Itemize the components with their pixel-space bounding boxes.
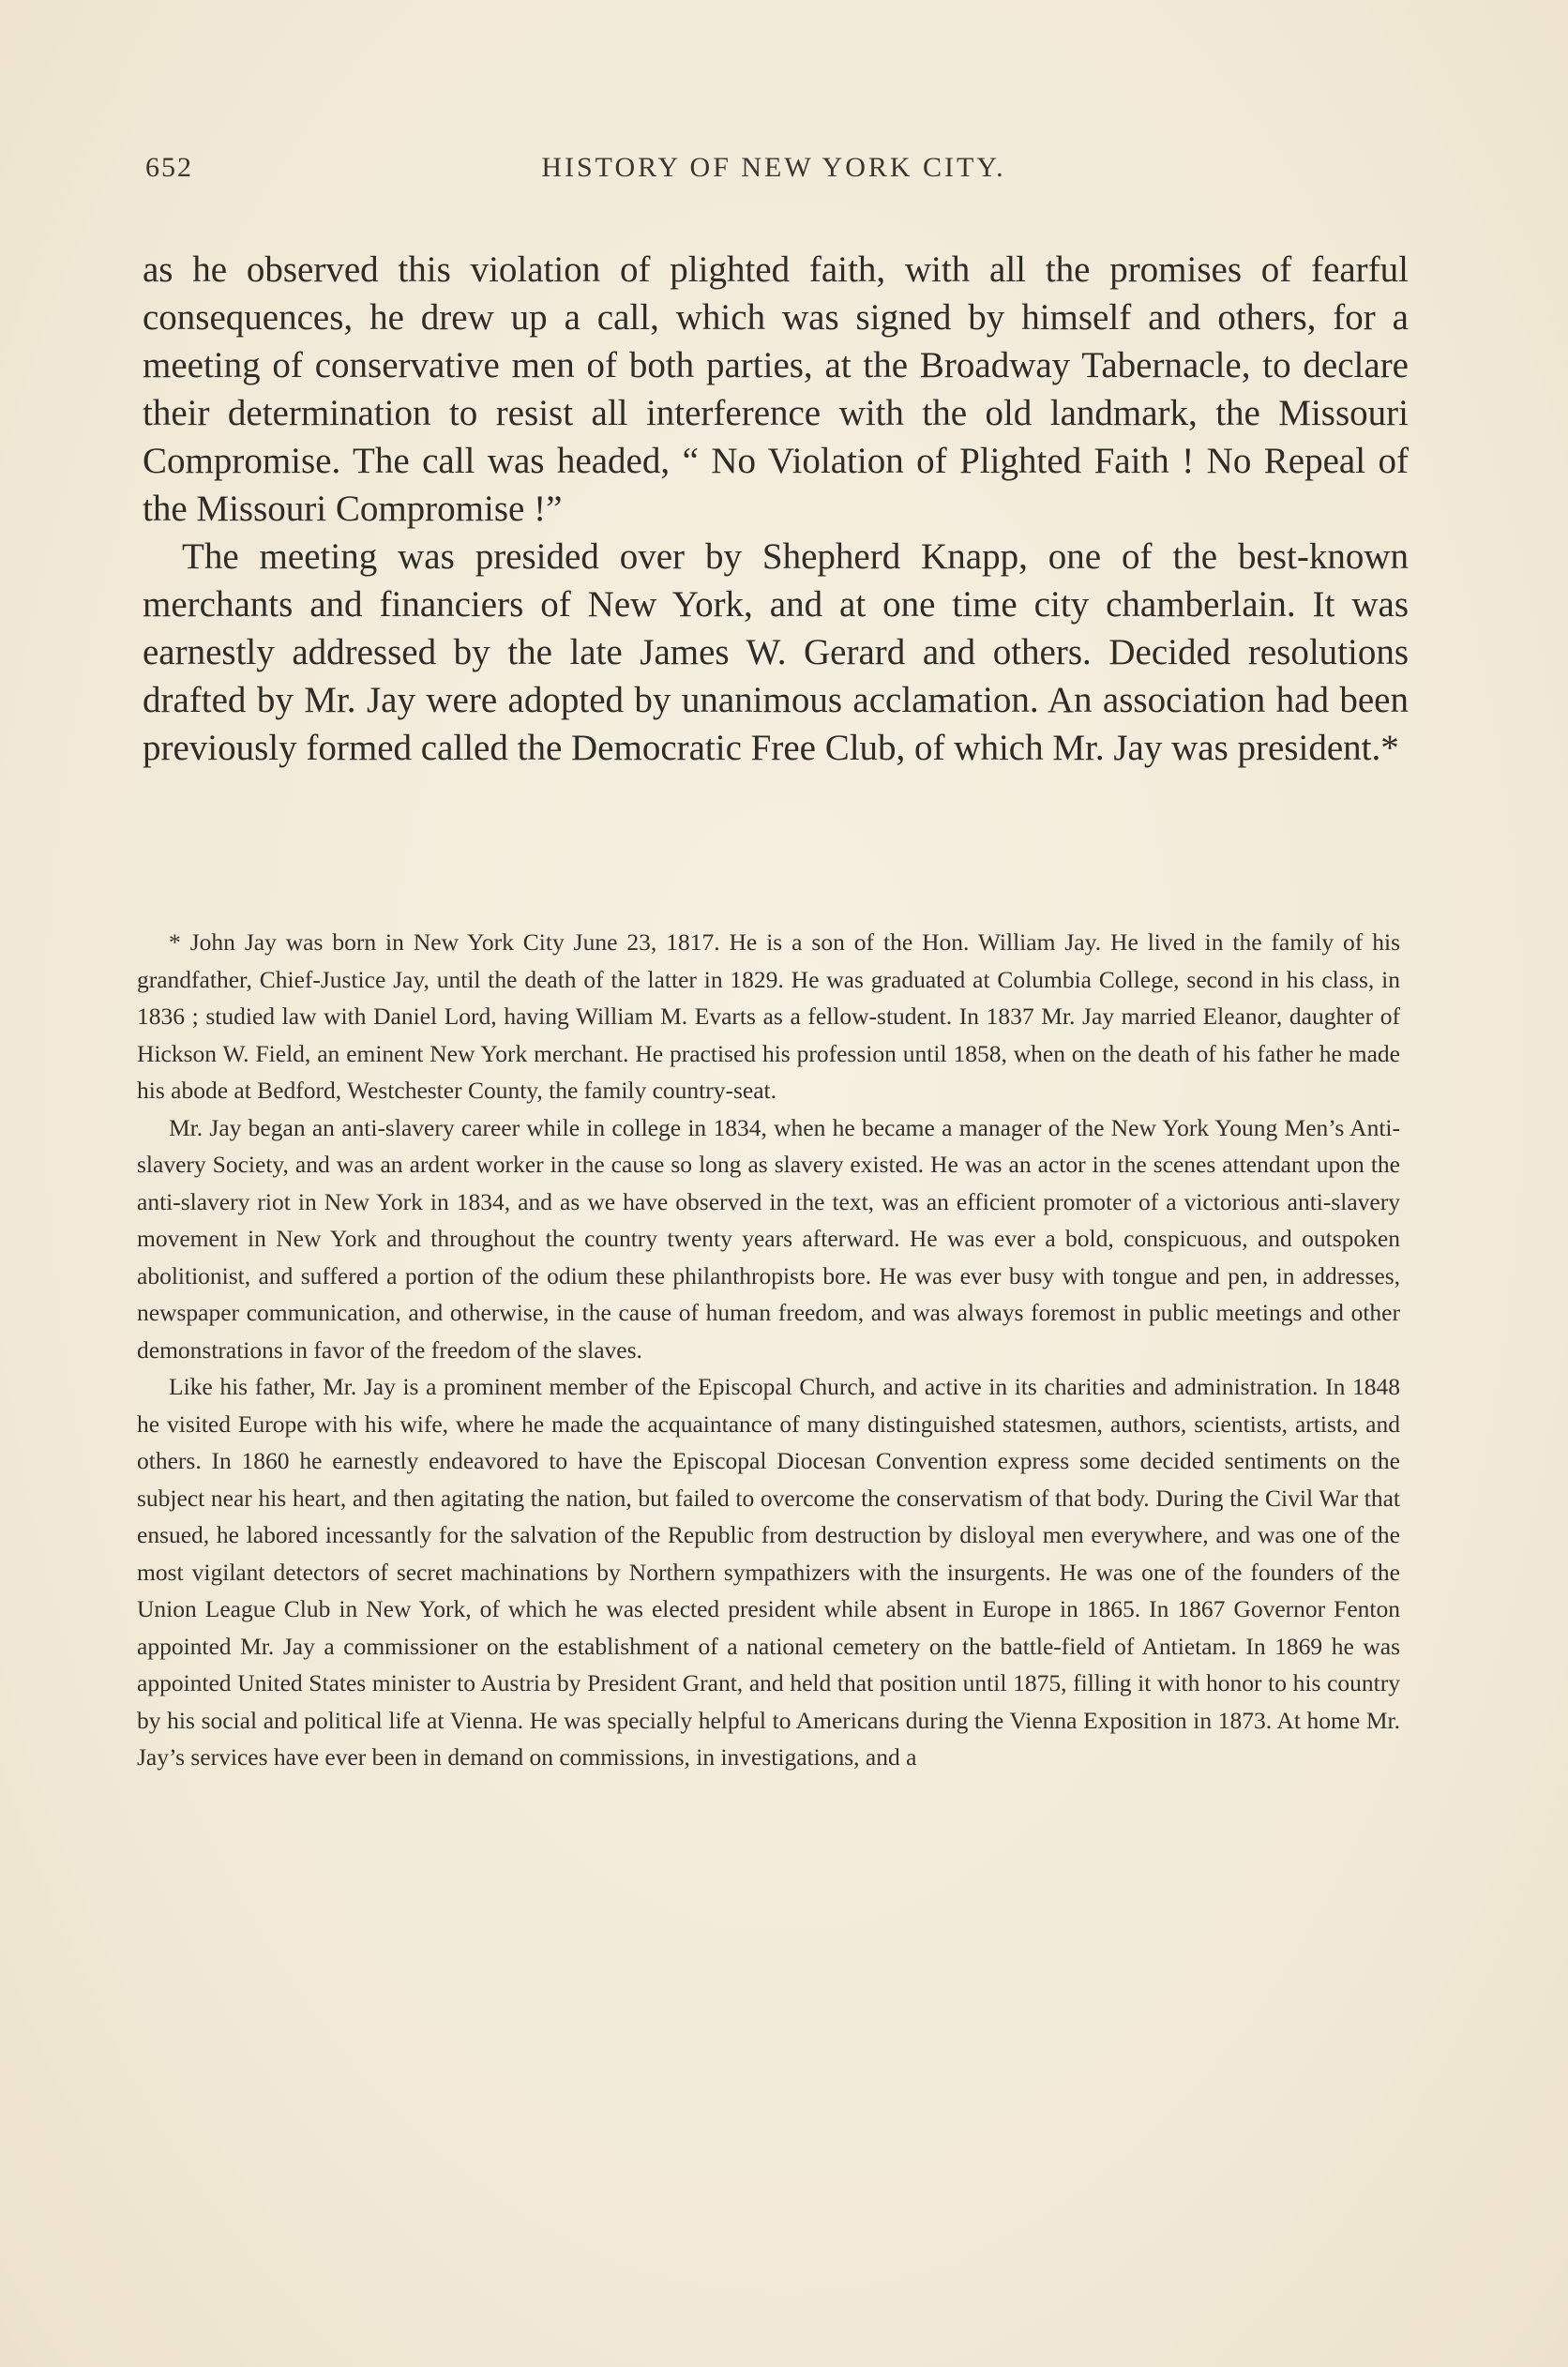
footnote-paragraph: Mr. Jay began an anti-slavery career while in college in 1834, when he became a manager of the New York Young Men’s Anti-slavery Society, and was an ardent worker in the cause so long as slavery existed. He was an actor in the scenes attendant upon the anti-slavery riot in New York in 1834, and as we have observed in the text, was an efficient promoter of a victorious anti-slavery movement in New York and throughout the country twenty years afterward. He was ever a bold, conspicuous, and outspoken abolitionist, and suffered a portion of the odium these philanthropists bore. He was ever busy with tongue and pen, in addresses, newspaper communication, and otherwise, in the cause of human freedom, and was always foremost in public meetings and other demonstrations in favor of the freedom of the slaves. <box>137 1113 1400 1364</box>
page-header <box>145 152 1402 199</box>
body-paragraph: as he observed this violation of plighted faith, with all the promises of fearful consequences, he drew up a call, which was signed by himself and others, for a meeting of conservative men of both parties, at the Broadway Tabernacle, to declare their determination to resist all interference with the old landmark, the Missouri Compromise. The call was headed, “ No Violation of Plighted Faith ! No Repeal of the Missouri Compromise !” <box>143 249 1409 529</box>
footnote-block <box>137 924 1400 1776</box>
body-paragraph: The meeting was presided over by Shepherd Knapp, one of the best-known merchants and financiers of New York, and at one time city chamberlain. It was earnestly addressed by the late James W. Gerard and others. Decided resolutions drafted by Mr. Jay were adopted by unanimous acclamation. An association had been previously formed called the Democratic Free Club, of which Mr. Jay was president.* <box>143 536 1409 768</box>
main-text <box>143 246 1409 772</box>
footnote-paragraph: * John Jay was born in New York City June 23, 1817. He is a son of the Hon. William Jay. He lived in the family of his grandfather, Chief-Justice Jay, until the death of the latter in 1829. He was graduated at Columbia College, second in his class, in 1836 ; studied law with Daniel Lord, having William M. Evarts as a fellow-student. In 1837 Mr. Jay married Eleanor, daughter of Hickson W. Field, an eminent New York merchant. He practised his profession until 1858, when on the death of his father he made his abode at Bedford, Westchester County, the family country-seat. <box>137 928 1400 1104</box>
footnote-paragraph: Like his father, Mr. Jay is a prominent member of the Episcopal Church, and active in its charities and administration. In 1848 he visited Europe with his wife, where he made the acquaintance of many distinguished statesmen, authors, scientists, artists, and others. In 1860 he earnestly endeavored to have the Episcopal Diocesan Convention express some decided sentiments on the subject near his heart, and then agitating the nation, but failed to overcome the conservatism of that body. During the Civil War that ensued, he labored incessantly for the salvation of the Republic from destruction by disloyal men everywhere, and was one of the most vigilant detectors of secret machinations by Northern sympathizers with the insurgents. He was one of the founders of the Union League Club in New York, of which he was elected president while absent in Europe in 1865. In 1867 Governor Fenton appointed Mr. Jay a commissioner on the establishment of a national cemetery on the battle-field of Antietam. In 1869 he was appointed United States minister to Austria by President Grant, and held that position until 1875, filling it with honor to his country by his social and political life at Vienna. He was specially helpful to Americans during the Vienna Exposition in 1873. At home Mr. Jay’s services have ever been in demand on commissions, in investigations, and a <box>137 1373 1400 1771</box>
page-number: 652 <box>145 152 193 183</box>
running-title: HISTORY OF NEW YORK CITY. <box>541 152 1006 183</box>
